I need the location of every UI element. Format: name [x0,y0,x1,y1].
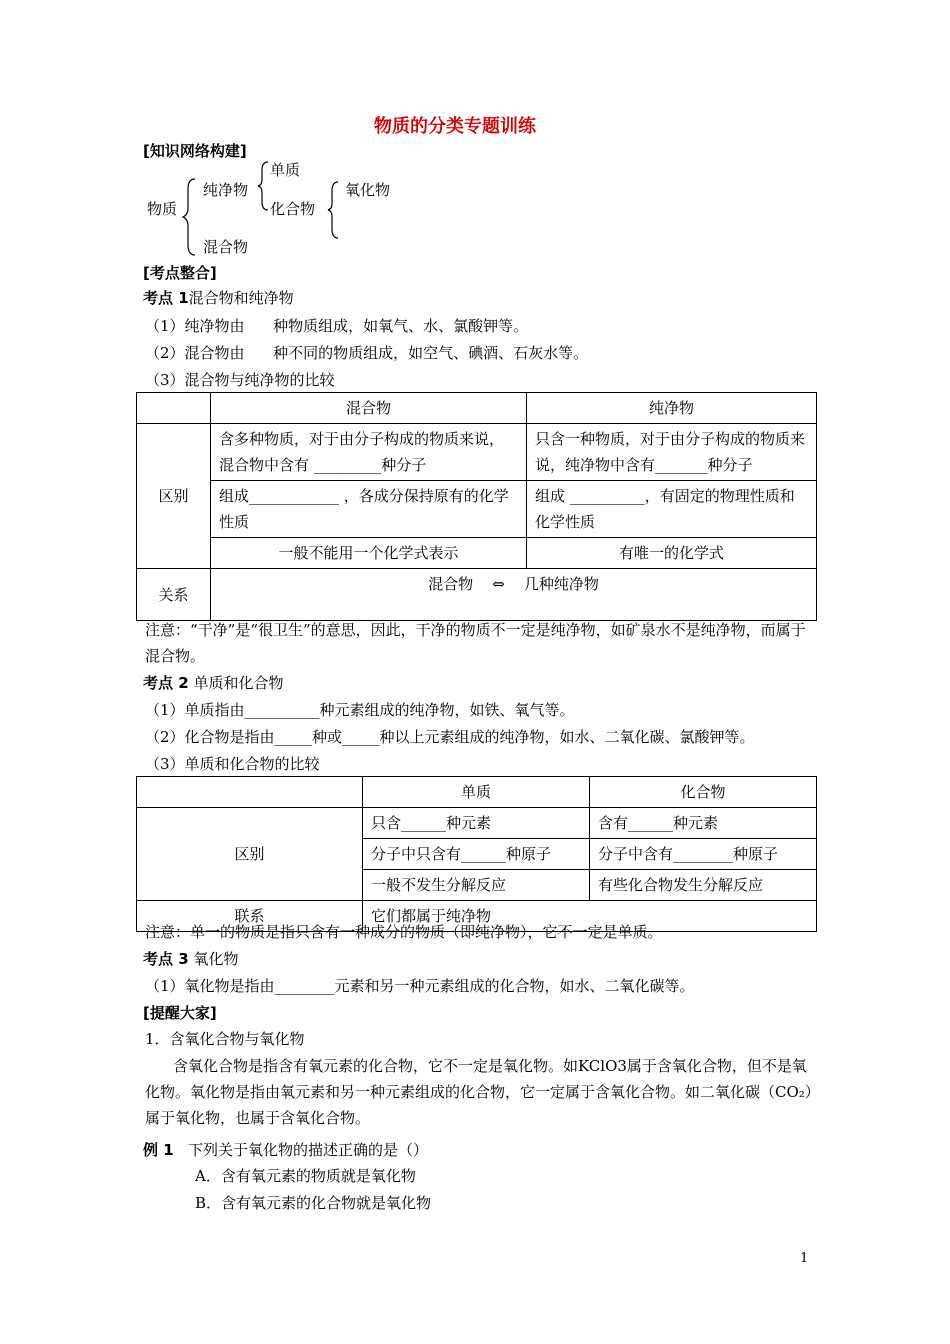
table-label-diff: 区别 [137,424,211,569]
table-cell: 一般不发生分解反应 [363,870,590,901]
table-cell: 一般不能用一个化学式表示 [211,538,527,569]
section-points-heading: [考点整合] [143,264,217,282]
table-cell: 分子中含有________种原子 [590,839,817,870]
page-number: 1 [800,1251,809,1266]
tree-root-label: 物质 [147,200,178,218]
section-network-heading: [知识网络构建] [143,142,247,160]
table-cell [137,777,363,808]
table-header-pure: 纯净物 [527,393,817,424]
kp1-line1: （1）纯净物由 种物质组成，如氧气、水、氯酸钾等。 [145,317,529,335]
kp3-title: 氧化物 [193,950,239,968]
table-cell: 有唯一的化学式 [527,538,817,569]
mixture-pure-table [136,392,817,621]
kp3-line1: （1）氧化物是指由________元素和另一种元素组成的化合物，如水、二氧化碳等。 [145,977,695,995]
table-header-mixture: 混合物 [211,393,527,424]
table-cell: 只含______种元素 [363,808,590,839]
kp1-line3: （3）混合物与纯净物的比较 [145,371,335,389]
kp2-line2: （2）化合物是指由_____种或_____种以上元素组成的纯净物，如水、二氧化碳、氯酸钾等。 [145,728,755,746]
table-header-element: 单质 [363,777,590,808]
table-label-relation: 关系 [137,569,211,621]
root-brace-icon [181,177,201,257]
table-row [137,393,817,424]
table-cell: 有些化合物发生分解反应 [590,870,817,901]
example-label: 例 1 [143,1141,174,1159]
table-row [137,424,817,481]
kp1-title: 混合物和纯净物 [188,289,294,307]
page-title: 物质的分类专题训练 [374,116,536,137]
section-remind-heading: [提醒大家] [143,1004,217,1022]
tree-oxide-label: 氧化物 [345,181,391,199]
table-cell: 含有______种元素 [590,808,817,839]
tree-pure-label: 纯净物 [203,181,249,199]
kp1-heading [143,288,294,308]
table-cell: 混合物 ⇔ 几种纯净物 [211,569,817,621]
table-label-link: 联系 [137,901,363,932]
kp1-line2: （2）混合物由 种不同的物质组成，如空气、碘酒、石灰水等。 [145,344,589,362]
table-label-diff: 区别 [137,808,363,901]
table-cell [137,393,211,424]
option-b: B．含有氧元素的化合物就是氧化物 [195,1194,432,1212]
table-row [137,569,817,621]
table-cell: 它们都属于纯净物 [363,901,817,932]
table-cell: 只含一种物质，对于由分子构成的物质来说，纯净物中含有_______种分子 [527,424,817,481]
table-row [137,777,817,808]
kp1-label: 考点 1 [143,289,189,307]
tree-mixture-label: 混合物 [203,238,249,256]
kp2-line3: （3）单质和化合物的比较 [145,755,320,773]
kp2-line1: （1）单质指由__________种元素组成的纯净物，如铁、氧气等。 [145,701,575,719]
compound-brace-icon [326,180,342,240]
tree-element-label: 单质 [270,161,301,179]
kp2-label: 考点 2 [143,674,189,692]
table-cell: 组成____________ ，各成分保持原有的化学性质 [211,481,527,538]
table-cell: 含多种物质，对于由分子构成的物质来说，混合物中含有 _________种分子 [211,424,527,481]
table-cell: 组成 __________，有固定的物理性质和化学性质 [527,481,817,538]
remind-paragraph: 含氧化合物是指含有氧元素的化合物，它不一定是氧化物。如KClO3属于含氧化合物，但不是氧化物。氧化物是指由氧元素和另一种元素组成的化合物，它一定属于含氧化合物。如二氧化碳（CO₂）属于氧化物，也属于含氧化合物。 [145,1057,813,1127]
example-1 [143,1140,428,1160]
element-compound-table [136,776,817,932]
option-a: A．含有氧元素的物质就是氧化物 [195,1167,416,1185]
table-header-compound: 化合物 [590,777,817,808]
kp2-title: 单质和化合物 [193,674,284,692]
tree-compound-label: 化合物 [270,200,316,218]
kp2-heading [143,673,283,693]
kp2-note: 注意：单一的物质是指只含有一种成分的物质（即纯净物），它不一定是单质。 [145,923,663,941]
kp3-label: 考点 3 [143,950,189,968]
table-row [137,538,817,569]
remind-item1: 1．含氧化合物与氧化物 [145,1030,305,1048]
table-row [137,481,817,538]
kp3-heading [143,949,238,969]
kp1-note: 注意：“干净”是“很卫生”的意思，因此，干净的物质不一定是纯净物，如矿泉水不是纯净物，而属于混合物。 [145,621,806,665]
example-question: 下列关于氧化物的描述正确的是（） [187,1141,428,1159]
table-row [137,808,817,839]
table-cell: 分子中只含有______种原子 [363,839,590,870]
